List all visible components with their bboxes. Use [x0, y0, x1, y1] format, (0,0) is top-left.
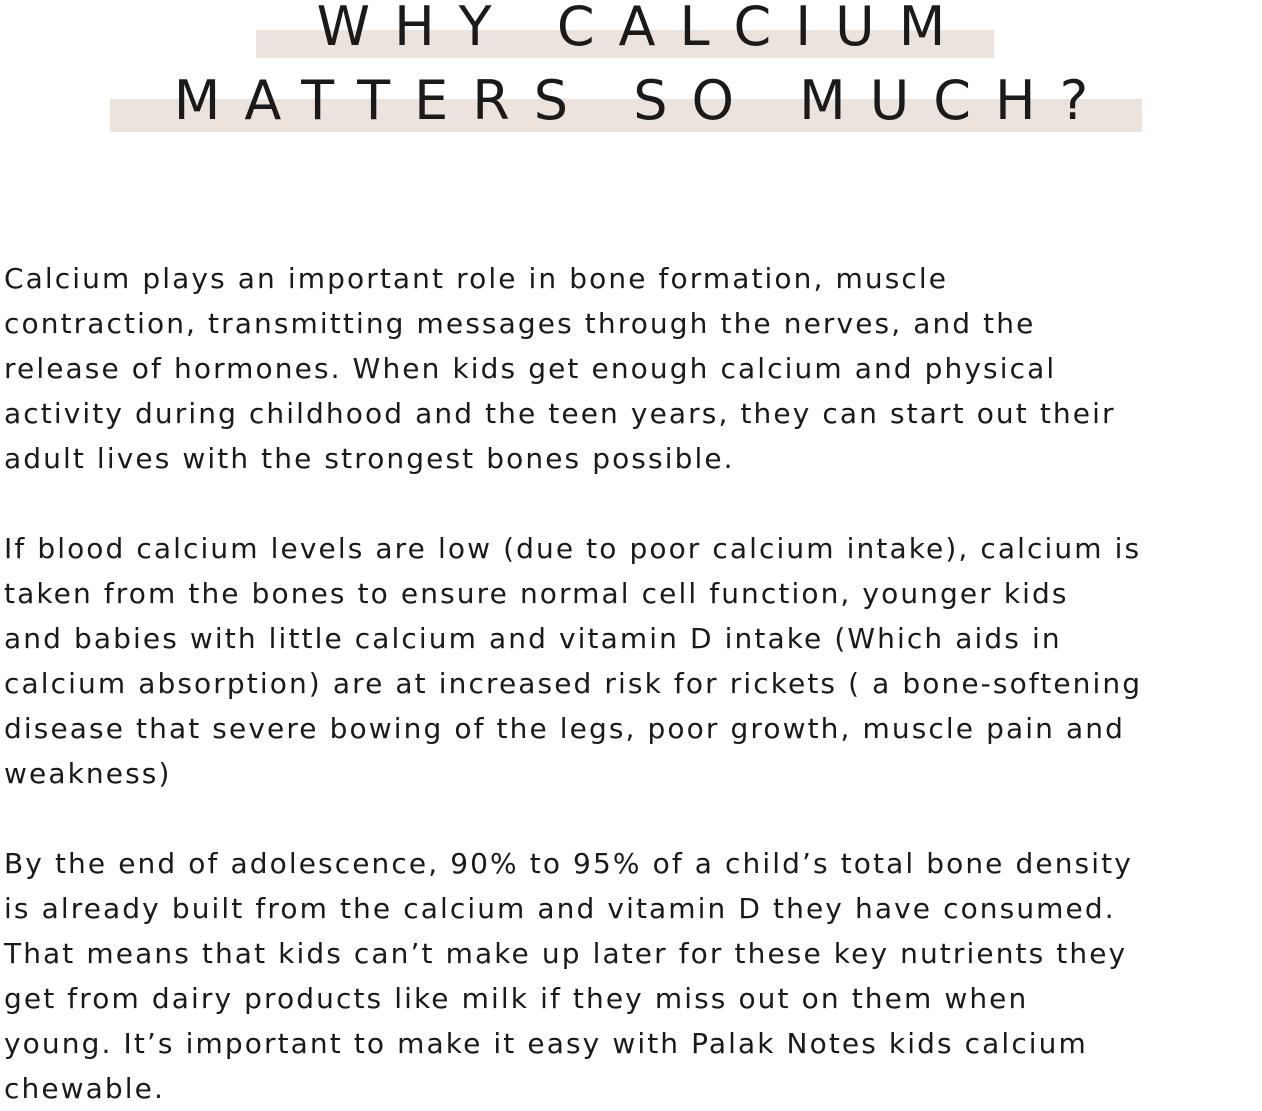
paragraph-line: weakness) — [4, 757, 172, 790]
title-line-2 — [0, 69, 1262, 132]
title-line-1 — [0, 0, 1262, 58]
page-title — [0, 0, 1262, 140]
paragraph-bone-formation — [4, 256, 1262, 481]
paragraph-line: release of hormones. When kids get enough calcium and physical — [4, 352, 1057, 385]
paragraph-bone-density — [4, 841, 1262, 1111]
paragraph-line: activity during childhood and the teen years, they can start out their — [4, 397, 1116, 430]
paragraph-line: young. It’s important to make it easy with Palak Notes kids calcium — [4, 1027, 1088, 1060]
paragraph-line: is already built from the calcium and vitamin D they have consumed. — [4, 892, 1116, 925]
paragraph-line: adult lives with the strongest bones possible. — [4, 442, 735, 475]
paragraph-line: If blood calcium levels are low (due to poor calcium intake), calcium is — [4, 532, 1142, 565]
paragraph-line: That means that kids can’t make up later for these key nutrients they — [4, 937, 1128, 970]
title-text-2: MATTERS SO MUCH? — [173, 69, 1113, 132]
paragraph-line: taken from the bones to ensure normal cell function, younger kids — [4, 577, 1069, 610]
paragraph-line: chewable. — [4, 1072, 166, 1105]
paragraph-line: and babies with little calcium and vitamin D intake (Which aids in — [4, 622, 1062, 655]
paragraph-line: contraction, transmitting messages through the nerves, and the — [4, 307, 1036, 340]
paragraph-low-calcium — [4, 526, 1262, 796]
paragraph-line: By the end of adolescence, 90% to 95% of a child’s total bone density — [4, 847, 1133, 880]
paragraph-line: Calcium plays an important role in bone formation, muscle — [4, 262, 949, 295]
title-text-1: WHY CALCIUM — [316, 0, 970, 58]
article-body — [4, 256, 1262, 1111]
paragraph-line: calcium absorption) are at increased risk for rickets ( a bone-softening — [4, 667, 1143, 700]
paragraph-line: disease that severe bowing of the legs, poor growth, muscle pain and — [4, 712, 1125, 745]
paragraph-line: get from dairy products like milk if they miss out on them when — [4, 982, 1029, 1015]
